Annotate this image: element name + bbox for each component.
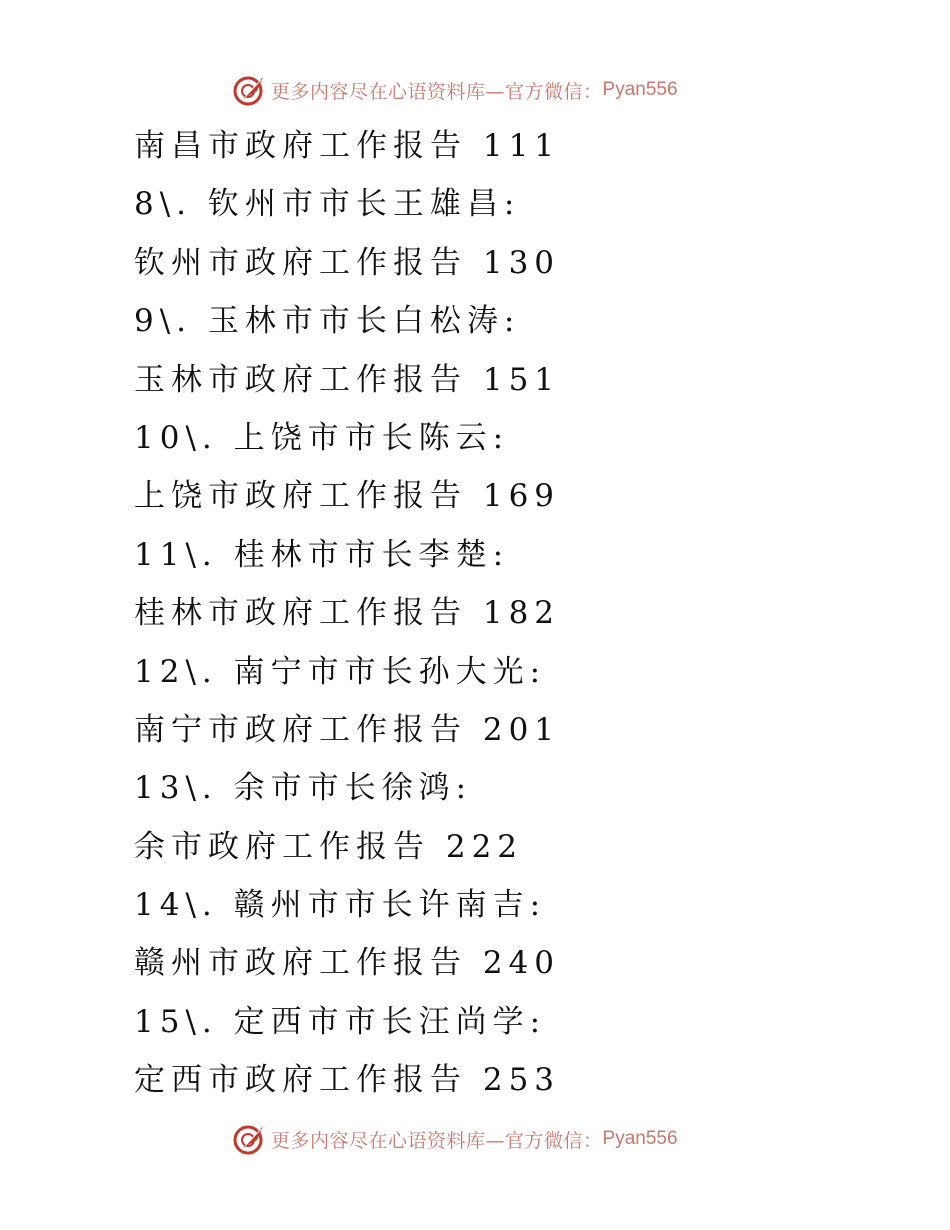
toc-line: 上饶市政府工作报告 169 <box>134 478 561 515</box>
wechat-id: Pyan556 <box>602 79 678 100</box>
toc-line: 南昌市政府工作报告 111 <box>134 128 561 164</box>
toc-line: 10\. 上饶市市长陈云: <box>134 419 510 456</box>
toc-line: 南宁市政府工作报告 201 <box>134 711 561 748</box>
footer-banner <box>233 1121 678 1157</box>
toc-line: 9\. 玉林市市长白松涛: <box>134 303 521 340</box>
toc-line: 13\. 余市市长徐鸿: <box>134 770 473 807</box>
toc-list <box>134 117 854 1110</box>
header-banner <box>233 72 678 108</box>
banner-text: 更多内容尽在心语资料库—官方微信： <box>271 1129 603 1152</box>
banner-text: 更多内容尽在心语资料库—官方微信： <box>271 80 603 103</box>
quill-logo-icon <box>233 73 267 107</box>
toc-line: 桂林市政府工作报告 182 <box>134 595 561 632</box>
toc-line: 定西市政府工作报告 253 <box>134 1062 561 1099</box>
toc-line: 玉林市政府工作报告 151 <box>134 361 561 398</box>
toc-line: 8\. 钦州市市长王雄昌: <box>134 186 521 223</box>
toc-line: 15\. 定西市市长汪尚学: <box>134 1003 547 1040</box>
toc-line: 11\. 桂林市市长李楚: <box>134 536 510 573</box>
toc-line: 赣州市政府工作报告 240 <box>134 945 561 982</box>
toc-line: 12\. 南宁市市长孙大光: <box>134 653 547 690</box>
toc-line: 余市政府工作报告 222 <box>134 828 524 865</box>
quill-logo-icon <box>233 1122 267 1156</box>
toc-line: 钦州市政府工作报告 130 <box>134 244 561 281</box>
toc-line: 14\. 赣州市市长许南吉: <box>134 887 547 924</box>
wechat-id: Pyan556 <box>602 1128 678 1149</box>
